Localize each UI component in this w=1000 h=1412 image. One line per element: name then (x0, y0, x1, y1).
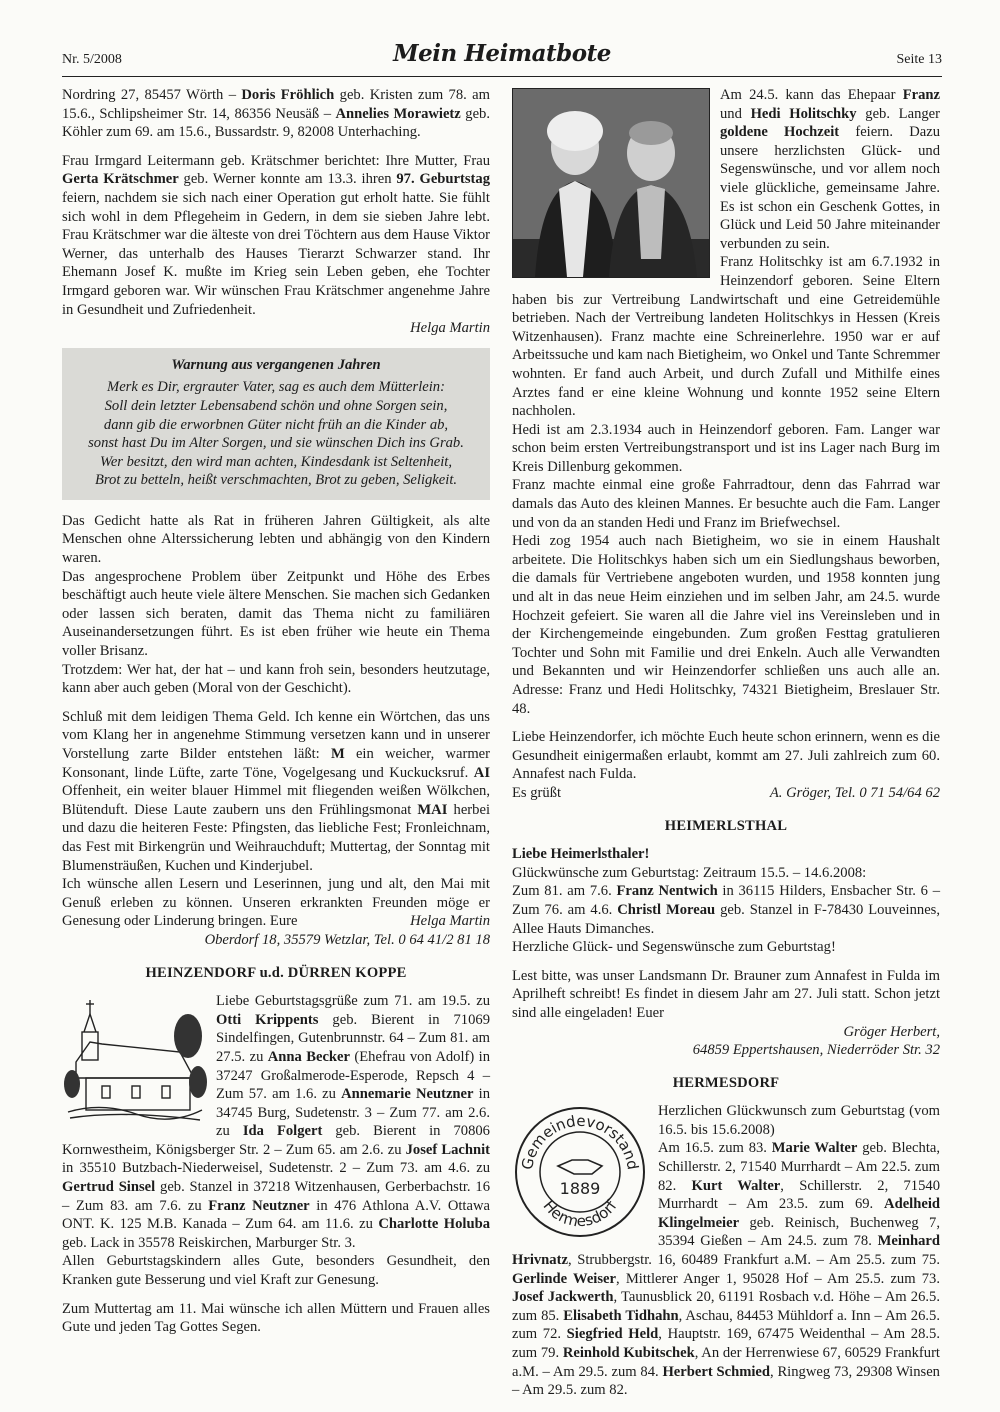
page-number: Seite 13 (896, 52, 942, 67)
poem-line: dann gib die erworbnen Güter nicht früh an die Kinder ab, (103, 416, 449, 433)
couple-photo (512, 88, 710, 278)
poem-line: Brot zu betteln, heißt verschmachten, Brot zu geben, Seligkeit. (94, 472, 458, 489)
page-header (62, 40, 942, 77)
paragraph-hedi: Hedi ist am 2.3.1934 auch in Heinzendorf geboren. Fam. Langer war schon beim ersten Vertreibungstransport und ist ins Lager nach Burg im Kreis Dillenburg gekommen. (512, 421, 940, 475)
gemeindevorstand-seal (512, 1104, 648, 1240)
poem-title: Warnung aus vergangenen Jahren (171, 356, 381, 373)
paragraph-brauner: Lest bitte, was unser Landsmann Dr. Brauner zum Annafest in Fulda im Aprilheft schreibt! Es findet in diesem Jahr am 27. Juli statt. Schon jetzt sind alle eingeladen! Euer (512, 967, 940, 1021)
paragraph-muttertag: Zum Muttertag am 11. Mai wünsche ich allen Müttern und Frauen alles Gute und jeden Tag Gottes Segen. (62, 1300, 490, 1336)
masthead-title: Mein Heimatbote (393, 40, 611, 67)
poem-line: sonst hast Du im Alter Sorgen, und sie wünschen Dich ins Grab. (88, 435, 464, 452)
paragraph-franz: Franz Holitschky ist am 6.7.1932 in Heinzendorf geboren. Seine Eltern haben bis zur Vertreibung Landwirtschaft und eine Getreidemühle betrieben. Nach der Vertreibung landeten Holitschkys in Hessen (Kreis Witzenhausen). Franz machte eine Schreinerlehre. 1950 war er auf Arbeitssuche und kam nach Bietigheim, wo Onkel und Tante Schremmer wohnten. Er fand auch Arbeit, und durch Zufall und Mithilfe eines Arztes fand er eine kleine Wohnung und konnte 1952 seine Eltern nachholen. (512, 254, 940, 420)
signature-helga-martin: Helga Martin (410, 320, 490, 337)
couple-photo-image (513, 89, 709, 277)
hermesdorf-birthdays: Am 16.5. zum 83. Marie Walter geb. Blechta, Schillerstr. 2, 71540 Murrhardt – Am 22.5. zum 82. Kurt Walter, Schillerstr. 2, 71540 Murrhardt – Am 23.5. zum 69. Adelheid Klingelmeier geb. Reinisch, Buchenweg 7, 35394 Gießen – Am 24.5. zum 78. Meinhard Hrivnatz, Strubbergstr. 16, 60489 Frankfurt a.M. – Am 25.5. zum 75. Gerlinde Weiser, Mittlerer Anger 1, 95028 Hof – Am 25.5. zum 73. Josef Jackwerth, Taunusblick 20, 61191 Rosbach v.d. Höhe – Am 26.5. zum 85. Elisabeth Tidhahn, Aschau, 84453 Mühldorf a. Inn – Am 26.5. zum 72. Siegfried Held, Hauptstr. 169, 67475 Weidenthal – Am 28.5. zum 79. Reinhold Kubitschek, An der Herrenwiese 67, 60529 Frankfurt a.M. – Am 29.5. zum 84. Herbert Schmied, Ringweg 73, 29308 Winsen – Am 29.5. zum 82. (512, 1140, 940, 1399)
poem-line: Wer besitzt, den wird man achten, Kindesdank ist Seltenheit, (100, 453, 452, 470)
paragraph-heinzendorf-birthdays: Liebe Geburtstagsgrüße zum 71. am 19.5. zu Otti Krippents geb. Bierent in 71069 Sindelfingen, Gutenbrunnstr. 64 – Zum 81. am 27.5. zu Anna Becker (Ehefrau von Adolf) in 37247 Großalmerode-Esperode, Repsch 4 – Zum 57. am 1.6. zu Annemarie Neutzner in 34745 Burg, Sudetenstr. 3 – Zum 77. am 2.6. zu Ida Folgert geb. Bierent in 70806 Kornwestheim, Königsberger Str. 2 – Zum 65. am 2.6. zu Josef Lachnit in 35510 Butzbach-Niederweisel, Sudetenstr. 2 – Zum 73. am 4.6. zu Gertrud Sinsel geb. Stanzel in 37218 Witzenhausen, Gerberbachstr. 16 – Zum 83. am 7.6. zu Franz Neutzner in 476 Athlona A.V. Ottawa ONT. K. 125 M.B. Kanada – Zum 64. am 11.6. zu Charlotte Holuba geb. Lack in 35578 Reiskirchen, Marburger Str. 3. (62, 993, 491, 1251)
hermesdorf-intro: Herzlichen Glückwunsch zum Geburtstag (vom 16.5. bis 15.6.2008) (658, 1103, 940, 1138)
paragraph-goldene-hochzeit: Am 24.5. kann das Ehepaar Franz und Hedi Holitschky geb. Langer goldene Hochzeit feiern. Dazu unsere herzlichsten Glück- und Segenswünsche, und vor allem noch viele glückliche, gemeinsame Jahre. Es ist schon ein Geschenk Gottes, in Glück und Leid 50 Jahre miteinander verbunden zu sein. (720, 87, 940, 252)
signature-helga-martin-2: Helga Martin (410, 913, 490, 930)
svg-text:Gemeindevorstand (518, 1112, 642, 1171)
seal-bottom-text: Hermesdorf (539, 1197, 621, 1231)
section-heading-heinzendorf: HEINZENDORF u.d. DÜRREN KOPPE (145, 964, 407, 981)
paragraph-annafest: Liebe Heinzendorfer, ich möchte Euch heute schon erinnern, wenn es die Gesundheit einigermaßen erlaubt, kommt am 27. Juli zahlreich zum 60. Annafest nach Fulda. (512, 729, 940, 783)
seal-year: 1889 (559, 1179, 601, 1199)
paragraph-wishes: Ich wünsche allen Lesern und Leserinnen, jung und alt, den Mai mit Genuß erleben zu können. Unseren erkrankten Freunden möge er Genesung oder Linderung bringen. Eure Helga Martin (62, 876, 490, 930)
heimerlsthal-wishes: Herzliche Glück- und Segenswünsche zum Geburtstag! (512, 939, 836, 956)
paragraph-fahrradtour: Franz machte einmal eine große Fahrradtour, denn das Fahrrad war damals das Auto des kleinen Mannes. Er besuchte auch die Fam. Langer und von da an standen Hedi und Franz im Briefwechsel. (512, 477, 940, 531)
paragraph-trotzdem: Trotzdem: Wer hat, der hat – und kann froh sein, besonders heutzutage, kann aber auch geben (Moral von der Geschicht). (62, 661, 490, 697)
signature-groeger: A. Gröger, Tel. 0 71 54/64 62 (769, 784, 940, 801)
poem-box (62, 348, 490, 500)
paragraph-bietigheim: Hedi zog 1954 auch nach Bietigheim, wo sie in einem Haushalt arbeitete. Die Holitschkys haben sich um ein Siedlungshaus beworben, die damals für Vertriebene angeboten wurden, und 1958 konnten jung und alt in das neue Heim einziehen und im selben Jahr, am 24.5. wurde Hochzeit gefeiert. Sie waren all die Jahre viel ins Vereinsleben und in der Kirchengemeinde eingebunden. Zum großen Festtag gratulieren Tochter und Sohn mit Familie und drei Enkeln. Auch alle Verwandten und Bekannten und wir Heinzendorfer schließen uns auch alle an. Adresse: Franz und Hedi Holitschky, 74321 Bietigheim, Breslauer Str. 48. (512, 533, 940, 717)
paragraph-birthdays-cont: Nordring 27, 85457 Wörth – Doris Fröhlich geb. Kristen zum 78. am 15.6., Schlipsheimer Str. 14, 86356 Neusäß – Annelies Morawietz geb. Köhler zum 69. am 15.6., Bussardstr. 9, 82008 Unterhaching. (62, 87, 490, 141)
poem-line: Soll dein letzter Lebensabend schön und ohne Sorgen sein, (104, 397, 448, 414)
heimerlsthal-period: Glückwünsche zum Geburtstag: Zeitraum 15.5. – 14.6.2008: (512, 864, 867, 881)
svg-text:Hermesdorf (539, 1197, 620, 1231)
church-illustration (62, 992, 208, 1124)
issue-number: Nr. 5/2008 (62, 52, 122, 67)
handshake-icon (558, 1160, 602, 1174)
section-heading-hermesdorf: HERMESDORF (672, 1074, 780, 1091)
poem-line: Merk es Dir, ergrauter Vater, sag es auch dem Mütterlein: (107, 379, 445, 396)
signature-groeger-herbert: Gröger Herbert, (843, 1023, 940, 1040)
left-column (62, 86, 490, 1372)
address-groeger-herbert: 64859 Eppertshausen, Niederröder Str. 32 (692, 1042, 940, 1059)
paragraph-erbe: Das angesprochene Problem über Zeitpunkt und Höhe des Erbes beschäftigt auch heute viele ältere Menschen. Sie machen sich Gedanken oder lassen sich beraten, damit das Thema nicht zu familiären Auseinandersetzungen führt. Es ist eben früher wie heute ein Thema voller Brisanz. (62, 568, 490, 660)
address-helga-martin: Oberdorf 18, 35579 Wetzlar, Tel. 0 64 41/2 81 18 (204, 931, 490, 948)
heimerlsthal-salutation: Liebe Heimerlsthaler! (512, 846, 650, 863)
paragraph-kraetschmer: Frau Irmgard Leitermann geb. Krätschmer berichtet: Ihre Mutter, Frau Gerta Krätschmer geb. Werner konnte am 13.3. ihren 97. Geburtstag feiern, nachdem sie sich nach einer Operation gut erholt hatte. Sie fühlt sich wohl in dem Pflegeheim in Gedern, in dem sie sieben Jahre lebt. Frau Krätschmer war die älteste von drei Töchtern aus dem Hause Viktor Werner, das unterhalb des Hauses Tierarzt Schwarzer stand. Ihr Ehemann Josef K. mußte im Krieg sein Leben geben, ehe Tochter Irmgard geboren war. Wir wünschen Frau Krätschmer angenehme Jahre in Gesundheit und Zufriedenheit. (62, 152, 490, 318)
greeting-groeger: Es grüßt A. Gröger, Tel. 0 71 54/64 62 (512, 784, 940, 801)
paragraph-mai: Schluß mit dem leidigen Thema Geld. Ich kenne ein Wörtchen, das uns vom Klang her in angenehme Stimmung versetzen kann und in unserer Vorstellung zarte Bilder entstehen läßt: M ein weicher, warmer Konsonant, linde Lüfte, zarte Töne, Vogelgesang und Kuckucksruf. AI Offenheit, ein weiter blauer Himmel mit fliegenden weißen Wölkchen, Blütenduft. Diese Laute zaubern uns den Frühlingsmonat MAI herbei und dazu die heiteren Feste: Pfingsten, das liebliche Fest; Fronleichnam, das Fest mit Birkengrün und Weihrauchduft; Muttertag, der Sonntag mit Blumensträußen, Kuchen und Kinderjubel. (62, 708, 491, 874)
seal-top-text: Gemeindevorstand (518, 1112, 642, 1172)
heimerlsthal-birthdays: Zum 81. am 7.6. Franz Nentwich in 36115 Hilders, Ensbacher Str. 6 – Zum 76. am 4.6. Christl Moreau geb. Stanzel in F-78430 Louveinnes, Allee Hauts Dimanches. (512, 883, 941, 937)
paragraph-gedicht: Das Gedicht hatte als Rat in früheren Jahren Gültigkeit, als alte Menschen ohne Alterssicherung lebten und abhängig von den Kindern waren. (62, 512, 490, 567)
right-column (512, 86, 941, 1399)
section-heading-heimerlsthal: HEIMERLSTHAL (664, 817, 788, 834)
paragraph-allen-gute: Allen Geburtstagskindern alles Gute, besonders Gesundheit, den Kranken gute Besserung und viel Kraft zur Genesung. (62, 1253, 490, 1289)
